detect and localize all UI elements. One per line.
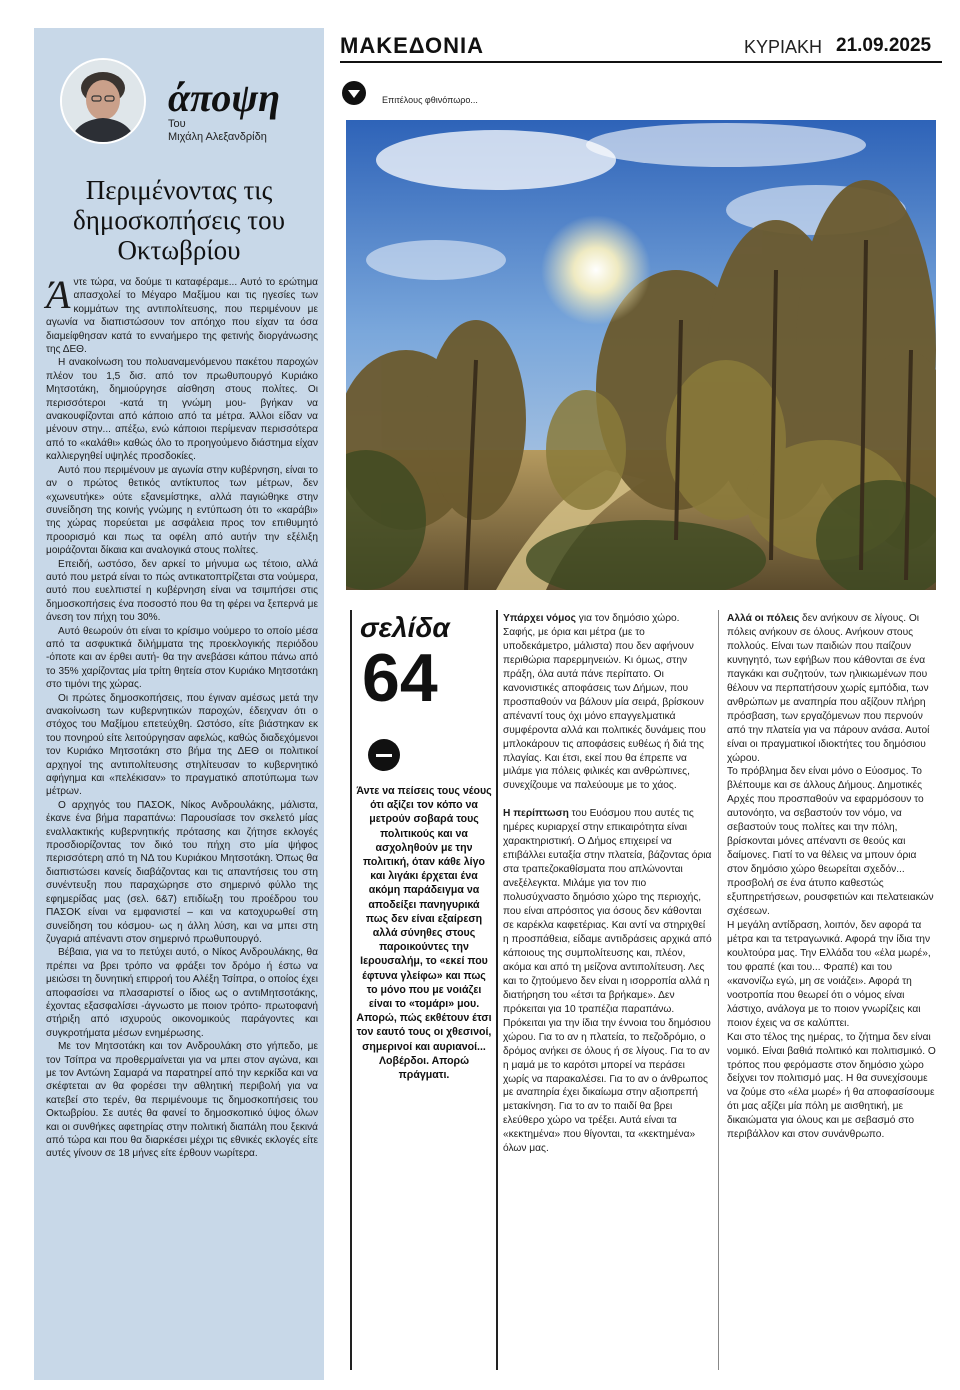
header-divider [340, 61, 942, 63]
opinion-paragraph: Αυτό που περιμένουν με αγωνία στην κυβέρνηση, είναι το αν ο πρώτος θετικός αντίκτυπος των μέτρων, δεν «χωνευτήκε» ούτε εξανεμίστηκε, αλλά παγιώθηκε στην συνείδηση της κοινής γνώμης η εντύπωση ότι το «καράβι» της χώρας πορεύεται με ασφάλεια προς τον επιθυμητό προορισμό και πως τα οφέλη από αυτήν την εξέλιξη μοιράζονται δίκαια και αναλογικά στους πολίτες. [46, 464, 318, 557]
opinion-paragraph: Οι πρώτες δημοσκοπήσεις, που έγιναν αμέσως μετά την ανακοίνωση των κυβερνητικών παροχών, έδειχναν ότι ο στόχος του Μαξίμου επετεύχθη. Ωστόσο, είτε βιάστηκαν εκ του πονηρού είτε λειτούργησαν αφελώς, καθώς διαδεχόμενοι τον Κυριάκο Μητσοτάκη στο βήμα της ΔΕΘ οι πολιτικοί αρχηγοί της αντιπολίτευσης στηλίτευσαν το κυβερνητικό αφήγημα και «πελέκισαν» το πραγματικό αποτύπωμα των μέτρων. [46, 692, 318, 798]
photo-caption: Επιτέλους φθινόπωρο... [382, 95, 478, 105]
section-label: άποψη [168, 75, 281, 120]
article-paragraph: Η περίπτωση του Ευόσμου που αυτές τις ημέρες κυριαρχεί στην επικαιρότητα είναι χαρακτηριστική. Ο Δήμος επιχειρεί να επιβάλλει ευταξία στην πλατεία, βάζοντας όρια στα τραπεζοκαθίσματα που απλώνονται ανεξέλεγκτα. Μιλάμε για τον πιο πολυσύχναστο δημόσιο χώρο της περιοχής, που είναι απρόσιτος για όσους δεν κάθονται σε καρέκλα καφετέριας. Και αντί να στηριχθεί η προσπάθεια, είδαμε αντιδράσεις αρχικά από κάποιους της συμπολίτευσης και, πλέον, ακόμα και από τη μείζονα αντιπολίτευση. Λες και το ζητούμενο δεν είναι η ισορροπία αλλά η διατήρηση του «έτσι τα βρήκαμε». Δεν πρόκειται για 10 τραπέζια παραπάνω. Πρόκειται για την ίδια την έννοια του δημόσιου χώρου. Για το αν η πλατεία, το πεζοδρόμιο, ο δρόμος ανήκει σε όλους ή σε λίγους. Για το αν η μαμά με το καρότσι μπορεί να περάσει χωρίς να παρακαλέσει. Για το αν ο άνθρωπος με αναπηρία έχει δικαίωμα στην αξιοπρεπή μετακίνηση. Για το αν το παιδί θα βρει ελεύθερο χώρο να τρέξει. Αυτά είναι τα «κεκτημένα» που θίγονται, τα «κεκτημένα» όλων μας. [503, 808, 712, 1155]
opinion-paragraph: Ο αρχηγός του ΠΑΣΟΚ, Νίκος Ανδρουλάκης, μάλιστα, έκανε ένα βήμα παραπάνω: Παρουσίασε τον σκελετό μίας εναλλακτικής κυβερνητικής πρότασης και ζήτησε εκλογές προσδιορίζοντας τον δικό του πήχη στο μία ψήφος περισσότερη από τη ΝΔ του Κυριάκου Μητσοτάκη. Όπως θα διαπιστώσει κανείς διαβάζοντας και τις απαντήσεις του στη συνέντευξη που παραχώρησε στο σημερινό φύλλο της εφημερίδας μας (σελ. 6&7) επιδίωξη του προέδρου του ΠΑΣΟΚ είναι να εμφανιστεί – και να κατοχυρωθεί στη συνείδηση του κόσμου- ως η άλλη λύση, και να μπει στη ζυγαριά απέναντι στον σημερινό πρωθυπουργό. [46, 799, 318, 945]
article-paragraph: Και στο τέλος της ημέρας, το ζήτημα δεν είναι νομικό. Είναι βαθιά πολιτικό και πολιτισμικό. Ο τρόπος που φερόμαστε στον δημόσιο χώρο δείχνει τον πολιτισμό μας. Η θα συνεχίσουμε να ζούμε στο «έλα μωρέ» ή θα αποφασίσουμε ότι μας αξίζει μία πόλη με αισθητική, με δικαιώματα για όλους και με σεβασμό στο περιβάλλον και στον συνάνθρωπο. [727, 1031, 936, 1141]
author-portrait-icon [62, 60, 144, 142]
column-number: 64 [362, 640, 438, 716]
article-paragraph: Το πρόβλημα δεν είναι μόνο ο Εύοσμος. Το βλέπουμε και σε άλλους Δήμους. Δημοτικές Αρχές που προσπαθούν να εφαρμόσουν το αυτονόητο, να σεβαστούν τον νόμο, να σεβαστούν τους πολίτες και την πόλη, βρίσκονται μόνες απέναντι σε θεούς και δαίμονες. Γιατί το να θέλεις να μπουν όρια στον δημόσιο χώρο θεωρείται σχεδόν... προσβολή σε ένα άτυπο καθεστώς εξυπηρετήσεων, ρουσφετιών και πελατειακών σχέσεων. [727, 766, 934, 918]
opinion-paragraph: Επειδή, ωστόσο, δεν αρκεί το μήνυμα ως τέτοιο, αλλά αυτό που μετρά είναι το πώς αντικατοπτρίζεται στα νούμερα, αυτό που ευελπιστεί η κυβέρνηση είναι να τσιμπήσει στις δημοσκοπήσεις ένα ποσοστό που θα τη φέρει να ξεπερνά με άνεση τον πήχη του 30%. [46, 558, 318, 624]
column-divider [350, 610, 352, 1370]
opinion-paragraph: Άντε τώρα, να δούμε τι καταφέραμε... Αυτό το ερώτημα απασχολεί το Μέγαρο Μαξίμου και τις ηγεσίες των κομμάτων της αντιπολίτευσης, που περιμένουν με αγωνία να διαπιστώσουν τον απόηχο που είχαν τα όσα διαμείφθησαν κατά το ενναήμερο της φετινής διοργάνωσης της ΔΕΘ. [46, 272, 318, 356]
forest-image-icon [346, 120, 936, 590]
column-divider [718, 610, 719, 1370]
header-day: ΚΥΡΙΑΚΗ [744, 37, 823, 57]
article-column-2 [503, 612, 713, 1156]
autumn-trees-photo [346, 120, 936, 590]
byline-prefix: Του [168, 118, 186, 130]
column-comment: Άντε να πείσεις τους νέους ότι αξίζει τον κόπο να μετρούν σοβαρά τους πολιτικούς και να ασχοληθούν με την πολιτική, όταν κάθε λίγο και λιγάκι έρχεται ένα ακόμη παράδειγμα να αποδείξει πανηγυρικά πως δεν είναι εξαίρεση αλλά σύνηθες στους παροικούντες την Ιερουσαλήμ, το «εκεί που έφτυνα γλείφω» και πως το μόνο που με νοιάζει είναι το «τομάρι» μου. Απορώ, πώς εκθέτουν έτσι τον εαυτό τους οι χθεσινοί, σημερινοί και αυριανοί... Λοβέρδοι. Απορώ πράγματι. [356, 785, 492, 1082]
author-avatar [60, 58, 146, 144]
opinion-paragraph: Βέβαια, για να το πετύχει αυτό, ο Νίκος Ανδρουλάκης, θα πρέπει να βρει τρόπο να φράξει τον δρόμο ή έστω να μειώσει τη δυνητική επιρροή του Αλέξη Τσίπρα, ο οποίος έχει αποφασίσει να πλασαριστεί ο ίδιος ως ο αντιΜητσοτάκης, έχοντας εξασφαλίσει -άγνωστο με ποιον τρόπο- πρωτοφανή στήριξη από ισχυρούς οικονομικούς παράγοντες και συγκροτήματα μέσων ενημέρωσης. [46, 947, 318, 1039]
drop-cap: Ά [46, 272, 71, 317]
article-column-3 [727, 612, 937, 1142]
column-divider [496, 610, 498, 1370]
author-name: Μιχάλη Αλεξανδρίδη [168, 131, 267, 143]
article-paragraph: Υπάρχει νόμος για τον δημόσιο χώρο. Σαφής, με όρια και μέτρα (με το υποδεκάμετρο, μάλιστα) που δεν αφήνουν περιθώρια παρερμηνειών. Κι όμως, στην πράξη, όλα αυτά πάνε περίπατο. Οι κανονιστικές αποφάσεις των Δήμων, που προσπαθούν να βάλουν μία σειρά, βρίσκουν απέναντί τους όχι μόνο επαγγελματικά συμφέροντα αλλά και πολιτικές δυνάμεις που μπλοκάρουν τις αποφάσεις ευθέως ή διά της πλαγίας. Και έτσι, εκεί που θα έπρεπε να μιλάμε για πόλεις φιλικές και ανθρώπινες, συνεχίζουμε να παλεύουμε με το χάος. [503, 613, 706, 792]
opinion-paragraph: Η ανακοίνωση του πολυαναμενόμενου πακέτου παροχών πλέον του 1,5 δισ. από τον πρωθυπουργό Κυριάκο Μητσοτάκη, δημιούργησε αίσθηση στους πολίτες. Οι περισσότεροι -κατά τη γνώμη μου- βγήκαν να ανακουφίζονται από κάποιο από τα μέτρα. Άλλοι είδαν να μένουν στην... απέξω, ενώ κάποιοι περίμεναν περισσότερα από το «καλάθι» καθώς όλο το προηγούμενο διάστημα είχαν καλλιεργηθεί υψηλές προσδοκίες. [46, 357, 318, 463]
article-paragraph: Η μεγάλη αντίδραση, λοιπόν, δεν αφορά τα μέτρα και τα τετραγωνικά. Αφορά την ίδια την κουλτούρα μας. Την Ελλάδα του «έλα μωρέ», του φραπέ (και του... Φραπέ) και του «κανονίζω εγώ, μη σε νοιάζει». Αφορά τη νοοτροπία που θεωρεί ότι ο νόμος είναι λάστιχο, ανάλογα με το ποιον γνωρίζεις και ποιον έχεις να σε καλύπτει. [727, 919, 931, 1029]
opinion-body [46, 272, 318, 1161]
article-paragraph: Αλλά οι πόλεις δεν ανήκουν σε λίγους. Οι πόλεις ανήκουν σε όλους. Ανήκουν στους πολλούς. Είναι των παιδιών που παίζουν κυνηγητό, των εφήβων που κάθονται σε ένα παγκάκι και συζητούν, των ηλικιωμένων που θέλουν να περπατήσουν χωρίς εμπόδια, των ανθρώπων με αναπηρία που αξίζουν πλήρη πρόσβαση, των εργαζόμενων που περνούν από την πλατεία για να πάρουν ανάσα. Αυτοί είναι οι πραγματικοί ιδιοκτήτες του δημόσιου χώρου. [727, 613, 930, 764]
opinion-title: Περιμένοντας τις δημοσκοπήσεις του Οκτωβρίου [73, 175, 285, 265]
opinion-paragraph: Αυτό θεωρούν ότι είναι το κρίσιμο νούμερο το οποίο μέσα από τα ασφυκτικά διλήμματα της προεκλογικής περιόδου -όποτε και αν έρθει αυτή- θα την ανεβάσει κάπου πάνω από το 35% χαρίζοντας μία τρίτη θητεία στον Κυριάκο Μητσοτάκη στο τιμόνι της χώρας. [46, 625, 318, 691]
minus-icon-bar [376, 754, 392, 757]
down-arrow-icon [342, 81, 366, 105]
header-date: 21.09.2025 [836, 35, 932, 56]
column-label: σελίδα [360, 612, 450, 643]
opinion-paragraph: Με τον Μητσοτάκη και τον Ανδρουλάκη στο γήπεδο, με τον Τσίπρα να προθερμαίνεται για να μπει στον αγώνα, και με τον Αντώνη Σαμαρά να παρατηρεί από την κερκίδα και να σκέφτεται αν θα φορέσει την αθλητική περιβολή για να κατεβεί στο τερέν, θα περιμένουμε τις δημοσκοπήσεις του Οκτωβρίου. Σε αυτές θα φανεί το δημοσκοπικό ύψος όλων και οι συνθήκες αφετηρίας στην πολιτική διαπάλη που ξεκινά από τώρα και που θα διαρκέσει μέχρι τις εθνικές εκλογές είτε αυτές γίνουν σε 18 μήνες είτε έρθουν νωρίτερα. [46, 1041, 318, 1160]
masthead: ΜΑΚΕΔΟΝΙΑ [340, 33, 484, 58]
